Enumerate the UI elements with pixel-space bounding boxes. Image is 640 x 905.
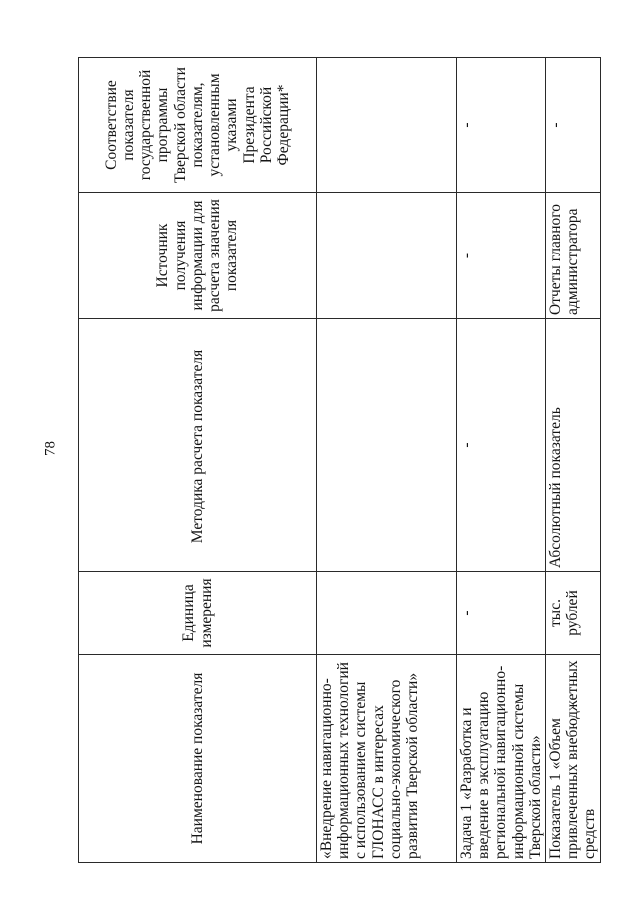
row-method: - [457, 319, 546, 572]
row-unit: - [457, 572, 546, 655]
row-indicator-name: Показатель 1 «Объем привлеченных внебюджетных средств [546, 655, 601, 863]
header-unit: Единица измерения [79, 572, 317, 655]
row-unit [317, 572, 457, 655]
row-task-name: Задача 1 «Разработка и введение в эксплуатацию региональной навигационно-информационной системы Тверской области» [457, 655, 546, 863]
row-compliance [317, 58, 457, 193]
header-source: Источник получения информации для расчета значения показателя [79, 193, 317, 319]
row-source: Отчеты главного администратора [546, 193, 601, 319]
table-row [317, 58, 457, 863]
table-row [546, 58, 601, 863]
table-row [457, 58, 546, 863]
header-method: Методика расчета показателя [79, 319, 317, 572]
row-program-name: «Внедрение навигационно-информационных технологий с использованием системы ГЛОНАСС в интересах социально-экономического развития Тверской области» [317, 655, 457, 863]
row-compliance: - [546, 58, 601, 193]
row-source: - [457, 193, 546, 319]
row-method [317, 319, 457, 572]
table-header-row [79, 58, 317, 863]
page-number: 78 [42, 441, 59, 456]
row-method: Абсолютный показатель [546, 319, 601, 572]
table-container [78, 58, 599, 863]
row-source [317, 193, 457, 319]
header-indicator-name: Наименование показателя [79, 655, 317, 863]
row-unit: тыс. рублей [546, 572, 601, 655]
indicator-table [78, 57, 601, 863]
rotated-table [78, 58, 599, 863]
header-compliance: Соответствие показателя государственной программы Тверской области показателям, установленным указами Президента Российской Федерации* [79, 58, 317, 193]
row-compliance: - [457, 58, 546, 193]
